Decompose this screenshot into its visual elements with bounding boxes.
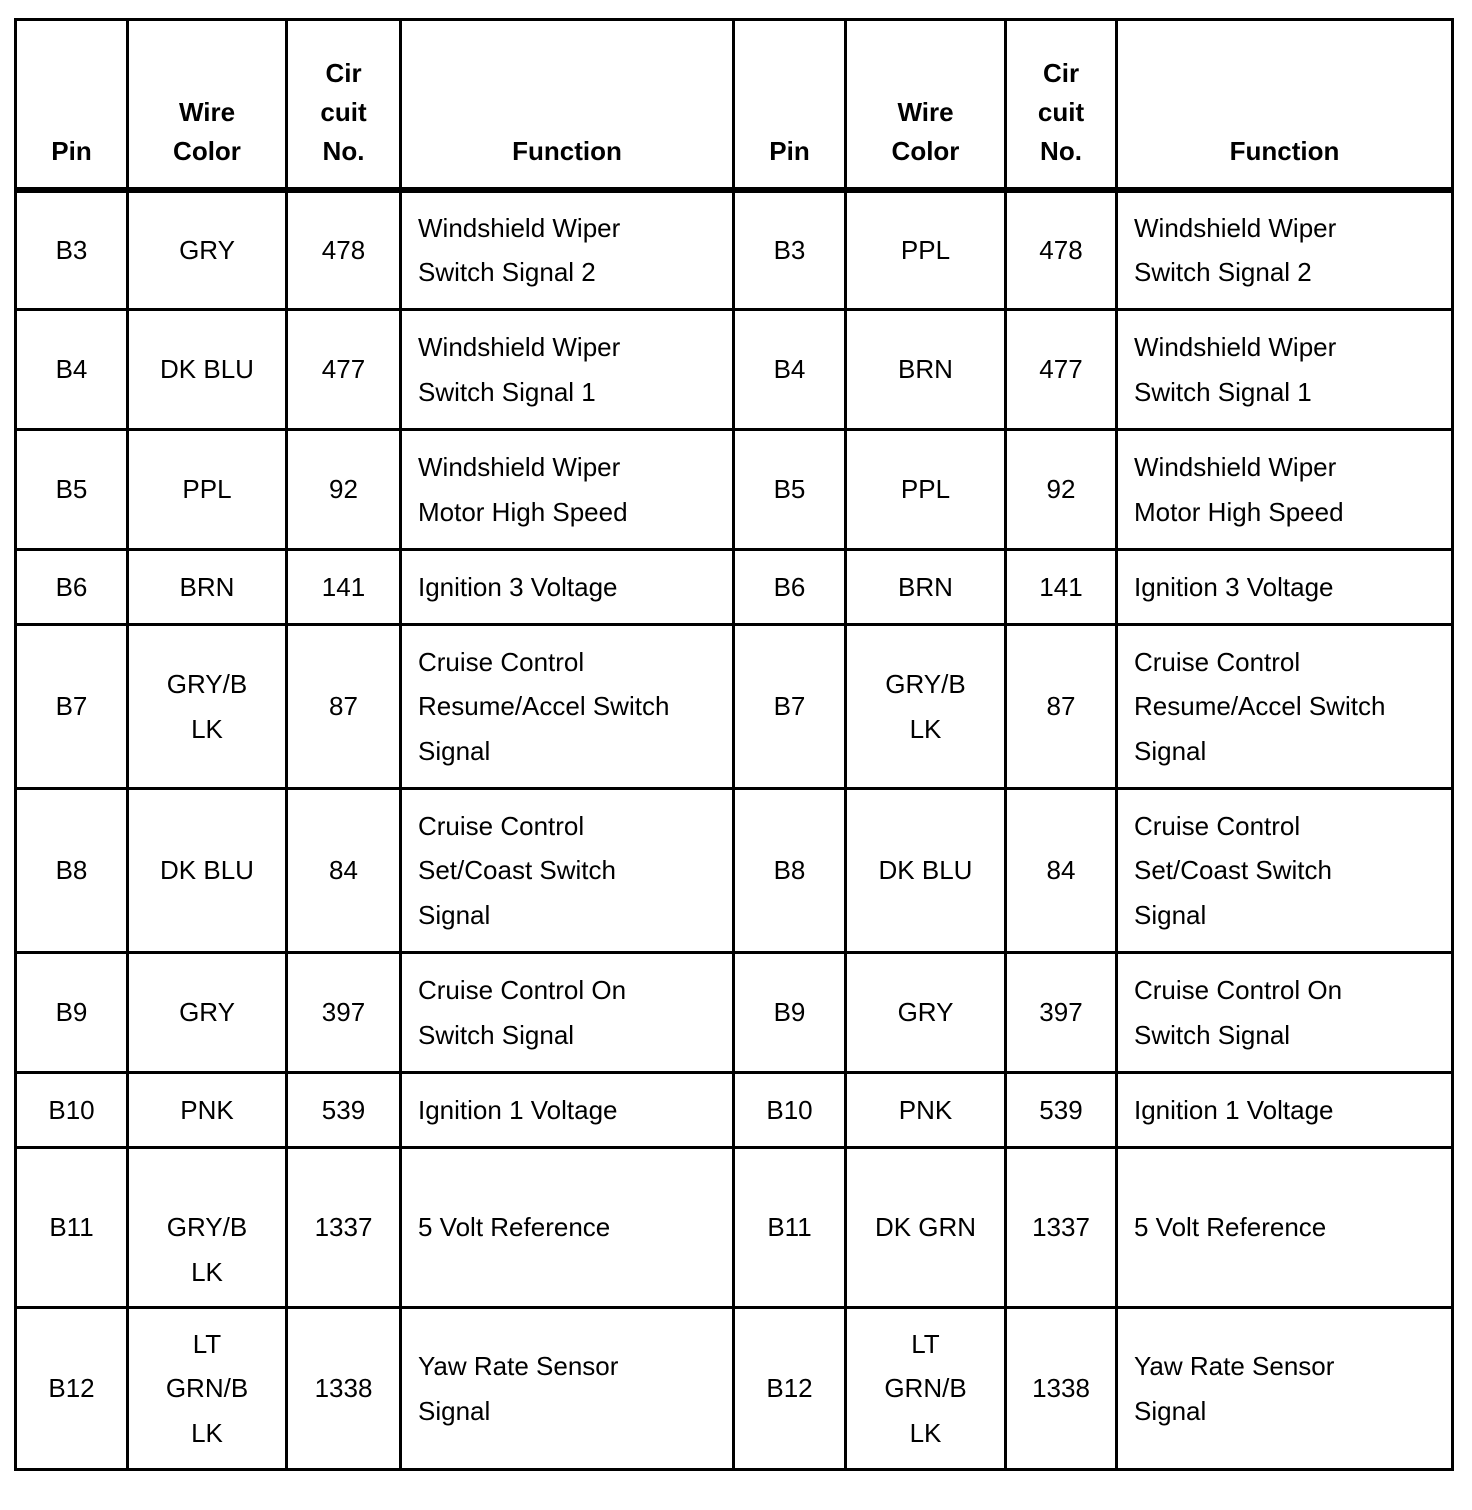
table-row (16, 310, 1453, 430)
circuit-cell: 141 (1006, 550, 1117, 625)
circuit-cell: 397 (287, 953, 401, 1073)
pin-cell: B9 (16, 953, 128, 1073)
function-cell: Ignition 1 Voltage (1117, 1073, 1453, 1148)
header-function: Function (401, 20, 734, 190)
wire-color-cell: BRN (128, 550, 287, 625)
function-cell: Ignition 3 Voltage (1117, 550, 1453, 625)
function-cell: 5 Volt Reference (1117, 1148, 1453, 1308)
wire-color-cell: PPL (846, 430, 1006, 550)
circuit-cell: 477 (287, 310, 401, 430)
wire-color-cell: BRN (846, 550, 1006, 625)
circuit-cell: 87 (1006, 625, 1117, 789)
circuit-cell: 478 (287, 190, 401, 310)
pin-cell: B6 (16, 550, 128, 625)
function-cell: Cruise Control Resume/Accel Switch Signal (401, 625, 734, 789)
pin-cell: B8 (734, 789, 846, 953)
function-cell: Windshield Wiper Switch Signal 2 (1117, 190, 1453, 310)
circuit-cell: 397 (1006, 953, 1117, 1073)
wire-color-cell: DK BLU (846, 789, 1006, 953)
wire-color-cell: GRY (846, 953, 1006, 1073)
circuit-cell: 84 (1006, 789, 1117, 953)
pin-cell: B8 (16, 789, 128, 953)
wire-color-cell: GRY (128, 953, 287, 1073)
pin-cell: B7 (734, 625, 846, 789)
circuit-cell: 539 (1006, 1073, 1117, 1148)
circuit-cell: 477 (1006, 310, 1117, 430)
pin-cell: B11 (734, 1148, 846, 1308)
header-pin: Pin (16, 20, 128, 190)
header-function: Function (1117, 20, 1453, 190)
circuit-cell: 84 (287, 789, 401, 953)
header-wire-color: Wire Color (846, 20, 1006, 190)
pin-cell: B6 (734, 550, 846, 625)
pin-cell: B5 (16, 430, 128, 550)
table-row (16, 1308, 1453, 1470)
function-cell: Ignition 3 Voltage (401, 550, 734, 625)
header-pin: Pin (734, 20, 846, 190)
table-row (16, 953, 1453, 1073)
function-cell: Yaw Rate Sensor Signal (1117, 1308, 1453, 1470)
table-row (16, 1073, 1453, 1148)
function-cell: Cruise Control On Switch Signal (401, 953, 734, 1073)
function-cell: Windshield Wiper Motor High Speed (1117, 430, 1453, 550)
wire-color-cell: PNK (846, 1073, 1006, 1148)
table-row (16, 190, 1453, 310)
function-cell: Windshield Wiper Switch Signal 1 (1117, 310, 1453, 430)
function-cell: Windshield Wiper Motor High Speed (401, 430, 734, 550)
wire-color-cell: LT GRN/B LK (846, 1308, 1006, 1470)
wire-color-cell: PPL (846, 190, 1006, 310)
table-row (16, 1148, 1453, 1308)
pin-cell: B3 (16, 190, 128, 310)
header-wire-color: Wire Color (128, 20, 287, 190)
wire-color-cell: BRN (846, 310, 1006, 430)
table-row (16, 789, 1453, 953)
wire-color-cell: PNK (128, 1073, 287, 1148)
circuit-cell: 1338 (1006, 1308, 1117, 1470)
pin-cell: B5 (734, 430, 846, 550)
circuit-cell: 1338 (287, 1308, 401, 1470)
pin-cell: B11 (16, 1148, 128, 1308)
wire-color-cell: GRY/B LK (846, 625, 1006, 789)
wire-color-cell: GRY (128, 190, 287, 310)
wire-color-cell: GRY/B LK (128, 625, 287, 789)
wire-color-cell: LT GRN/B LK (128, 1308, 287, 1470)
wire-color-cell: DK BLU (128, 789, 287, 953)
function-cell: Cruise Control Set/Coast Switch Signal (1117, 789, 1453, 953)
header-row (16, 20, 1453, 190)
wire-color-cell: DK BLU (128, 310, 287, 430)
circuit-cell: 539 (287, 1073, 401, 1148)
pin-cell: B7 (16, 625, 128, 789)
circuit-cell: 478 (1006, 190, 1117, 310)
function-cell: Cruise Control On Switch Signal (1117, 953, 1453, 1073)
function-cell: Ignition 1 Voltage (401, 1073, 734, 1148)
function-cell: 5 Volt Reference (401, 1148, 734, 1308)
pin-cell: B10 (16, 1073, 128, 1148)
function-cell: Cruise Control Resume/Accel Switch Signal (1117, 625, 1453, 789)
table-row (16, 625, 1453, 789)
pin-cell: B10 (734, 1073, 846, 1148)
circuit-cell: 1337 (287, 1148, 401, 1308)
function-cell: Yaw Rate Sensor Signal (401, 1308, 734, 1470)
pin-cell: B9 (734, 953, 846, 1073)
circuit-cell: 1337 (1006, 1148, 1117, 1308)
pin-cell: B4 (734, 310, 846, 430)
circuit-cell: 92 (287, 430, 401, 550)
wire-color-cell: DK GRN (846, 1148, 1006, 1308)
circuit-cell: 87 (287, 625, 401, 789)
table-row (16, 550, 1453, 625)
circuit-cell: 141 (287, 550, 401, 625)
wire-color-cell: PPL (128, 430, 287, 550)
pin-cell: B12 (16, 1308, 128, 1470)
pin-cell: B12 (734, 1308, 846, 1470)
function-cell: Cruise Control Set/Coast Switch Signal (401, 789, 734, 953)
wire-color-cell: GRY/B LK (128, 1148, 287, 1308)
function-cell: Windshield Wiper Switch Signal 1 (401, 310, 734, 430)
connector-pinout-table (14, 18, 1454, 1471)
circuit-cell: 92 (1006, 430, 1117, 550)
pin-cell: B4 (16, 310, 128, 430)
table-row (16, 430, 1453, 550)
header-circuit-no: Cir cuit No. (287, 20, 401, 190)
function-cell: Windshield Wiper Switch Signal 2 (401, 190, 734, 310)
pin-cell: B3 (734, 190, 846, 310)
header-circuit-no: Cir cuit No. (1006, 20, 1117, 190)
